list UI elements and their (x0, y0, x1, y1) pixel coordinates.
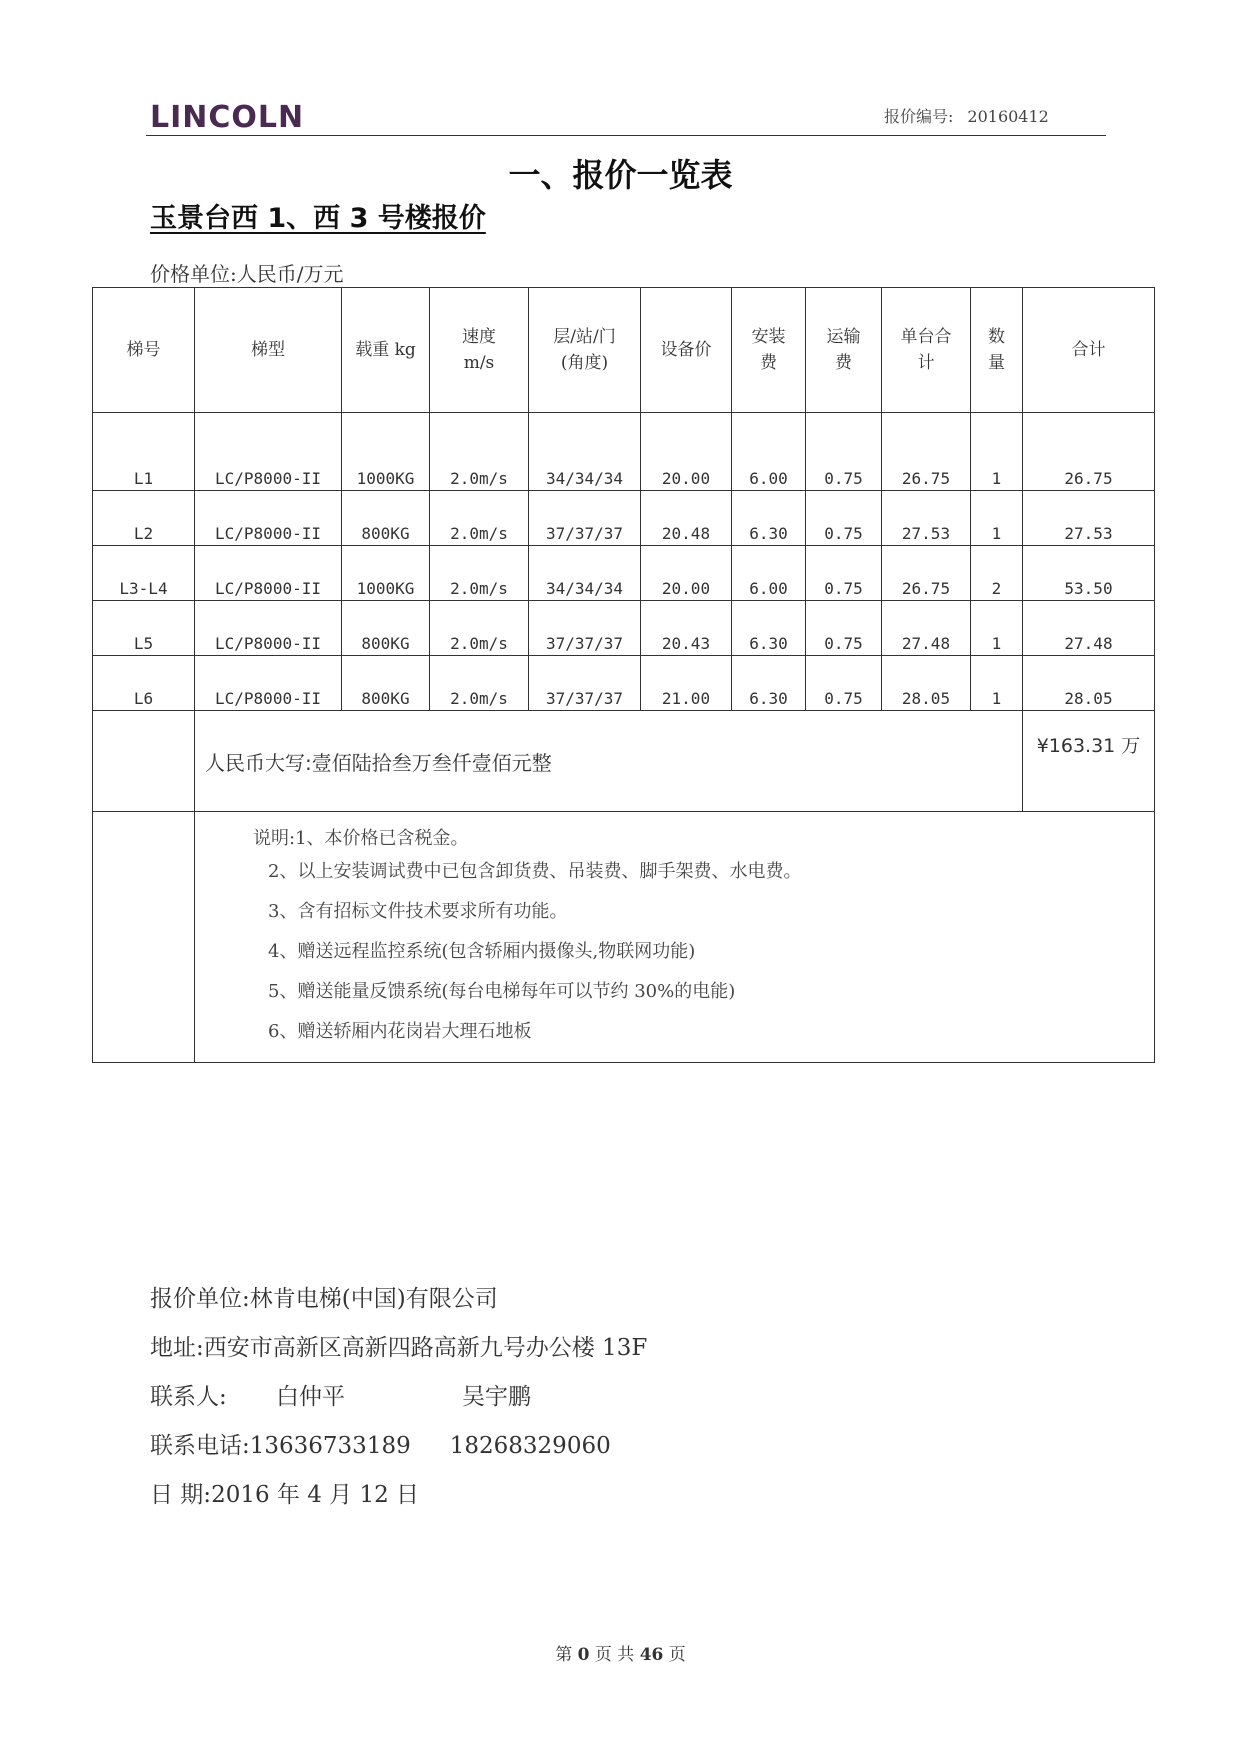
phone-1: 13636733189 (249, 1433, 411, 1459)
contact-label: 联系人: (150, 1384, 227, 1410)
notes-spacer (93, 812, 195, 1063)
date-label: 日 期: (150, 1482, 212, 1508)
cell-unit-total: 28.05 (882, 656, 971, 711)
page-prefix: 第 (555, 1645, 573, 1665)
quote-number-label: 报价编号: (884, 107, 954, 126)
note-item: 2、以上安装调试费中已包含卸货费、吊装费、脚手架费、水电费。 (268, 861, 802, 882)
grand-total-spacer (93, 711, 195, 812)
cell-quantity: 2 (971, 546, 1023, 601)
cell-equipment-price: 21.00 (641, 656, 732, 711)
note-item: 说明:1、本价格已含税金。 (253, 828, 469, 849)
cell-transport-fee: 0.75 (806, 601, 882, 656)
cell-model: LC/P8000-II (195, 546, 342, 601)
header-quantity (971, 288, 1023, 413)
note-item: 3、含有招标文件技术要求所有功能。 (268, 901, 568, 922)
cell-no: L2 (93, 491, 195, 546)
header-unit-total-line2: 计 (917, 353, 935, 373)
cell-unit-total: 27.53 (882, 491, 971, 546)
cell-install-fee: 6.30 (732, 491, 806, 546)
cell-total: 27.48 (1023, 601, 1155, 656)
header-speed (430, 288, 529, 413)
header-equipment-price: 设备价 (641, 288, 732, 413)
page-number (0, 1640, 1241, 1665)
cell-floors: 37/37/37 (529, 601, 641, 656)
note-item: 4、赠送远程监控系统(包含轿厢内摄像头,物联网功能) (268, 941, 696, 962)
cell-floors: 37/37/37 (529, 656, 641, 711)
contact-name-2: 吴宇鹏 (462, 1384, 531, 1410)
header-floors-line2: (角度) (560, 353, 609, 373)
cell-equipment-price: 20.00 (641, 413, 732, 491)
contact-name-1: 白仲平 (276, 1384, 345, 1410)
cell-install-fee: 6.00 (732, 413, 806, 491)
quote-number (884, 104, 1049, 127)
header-install-line2: 费 (760, 353, 777, 373)
cell-speed: 2.0m/s (430, 413, 529, 491)
header-speed-line2: m/s (463, 353, 495, 373)
header-transport-line1: 运输 (826, 327, 861, 347)
page-title: 一、报价一览表 (508, 156, 733, 194)
header-floors (529, 288, 641, 413)
cell-unit-total: 26.75 (882, 413, 971, 491)
cell-no: L3-L4 (93, 546, 195, 601)
header-model: 梯型 (195, 288, 342, 413)
cell-load: 800KG (342, 656, 430, 711)
table-row (93, 601, 1155, 656)
table-header-row (93, 288, 1155, 413)
cell-equipment-price: 20.48 (641, 491, 732, 546)
total-amount: ¥163.31 万 (1023, 711, 1155, 812)
table-row (93, 546, 1155, 601)
header-install-fee (732, 288, 806, 413)
cell-quantity: 1 (971, 491, 1023, 546)
cell-unit-total: 27.48 (882, 601, 971, 656)
cell-quantity: 1 (971, 601, 1023, 656)
header-quantity-line1: 数 (988, 327, 1005, 347)
cell-quantity: 1 (971, 413, 1023, 491)
cell-speed: 2.0m/s (430, 656, 529, 711)
header-floors-line1: 层/站/门 (553, 327, 616, 347)
cell-total: 53.50 (1023, 546, 1155, 601)
price-unit: 价格单位:人民币/万元 (150, 262, 344, 286)
cell-speed: 2.0m/s (430, 546, 529, 601)
cell-load: 1000KG (342, 413, 430, 491)
cell-total: 27.53 (1023, 491, 1155, 546)
header-install-line1: 安装 (751, 327, 786, 347)
cell-equipment-price: 20.43 (641, 601, 732, 656)
cell-no: L1 (93, 413, 195, 491)
date-value: 2016 年 4 月 12 日 (211, 1482, 420, 1508)
contact-line (150, 1378, 647, 1427)
header-unit-total-line1: 单台合 (900, 327, 952, 347)
cell-equipment-price: 20.00 (641, 546, 732, 601)
cell-speed: 2.0m/s (430, 601, 529, 656)
note-item: 6、赠送轿厢内花岗岩大理石地板 (268, 1021, 532, 1042)
phone-2: 18268329060 (449, 1433, 611, 1459)
cell-transport-fee: 0.75 (806, 413, 882, 491)
notes-list (195, 812, 1154, 1052)
company-name: 报价单位:林肯电梯(中国)有限公司 (150, 1286, 498, 1312)
company-address: 地址:西安市高新区高新四路高新九号办公楼 13F (150, 1335, 648, 1361)
header-transport-line2: 费 (835, 353, 852, 373)
table-row (93, 491, 1155, 546)
header-total: 合计 (1023, 288, 1155, 413)
cell-model: LC/P8000-II (195, 491, 342, 546)
cell-load: 1000KG (342, 546, 430, 601)
quote-table (92, 287, 1155, 1063)
header-transport-fee (806, 288, 882, 413)
header-elevator-no: 梯号 (93, 288, 195, 413)
date-line (150, 1476, 647, 1525)
header-divider (146, 135, 1106, 136)
total-in-words: 人民币大写:壹佰陆拾叁万叁仟壹佰元整 (195, 711, 1023, 812)
cell-floors: 37/37/37 (529, 491, 641, 546)
company-info (150, 1280, 647, 1525)
cell-load: 800KG (342, 491, 430, 546)
cell-transport-fee: 0.75 (806, 491, 882, 546)
cell-no: L6 (93, 656, 195, 711)
page-middle: 页 共 (594, 1645, 635, 1665)
cell-no: L5 (93, 601, 195, 656)
header-load: 载重 kg (342, 288, 430, 413)
cell-model: LC/P8000-II (195, 656, 342, 711)
quote-number-value: 20160412 (967, 107, 1049, 126)
notes-cell (195, 812, 1155, 1063)
company-logo: LINCOLN (150, 100, 305, 135)
grand-total-row (93, 711, 1155, 812)
cell-quantity: 1 (971, 656, 1023, 711)
cell-load: 800KG (342, 601, 430, 656)
page-suffix: 页 (668, 1645, 686, 1665)
cell-install-fee: 6.30 (732, 601, 806, 656)
cell-model: LC/P8000-II (195, 413, 342, 491)
phone-line (150, 1427, 647, 1476)
cell-transport-fee: 0.75 (806, 656, 882, 711)
cell-unit-total: 26.75 (882, 546, 971, 601)
cell-total: 28.05 (1023, 656, 1155, 711)
header-speed-line1: 速度 (462, 327, 496, 347)
header-unit-total (882, 288, 971, 413)
cell-total: 26.75 (1023, 413, 1155, 491)
table-row (93, 413, 1155, 491)
cell-transport-fee: 0.75 (806, 546, 882, 601)
cell-model: LC/P8000-II (195, 601, 342, 656)
cell-floors: 34/34/34 (529, 413, 641, 491)
cell-speed: 2.0m/s (430, 491, 529, 546)
phone-label: 联系电话: (150, 1433, 250, 1459)
cell-install-fee: 6.30 (732, 656, 806, 711)
note-item: 5、赠送能量反馈系统(每台电梯每年可以节约 30%的电能) (268, 981, 736, 1002)
header-quantity-line2: 量 (988, 353, 1005, 373)
cell-install-fee: 6.00 (732, 546, 806, 601)
section-subtitle: 玉景台西 1、西 3 号楼报价 (150, 203, 486, 234)
notes-row (93, 812, 1155, 1063)
page-total: 46 (639, 1645, 664, 1665)
page-current: 0 (577, 1645, 590, 1665)
cell-floors: 34/34/34 (529, 546, 641, 601)
table-row (93, 656, 1155, 711)
